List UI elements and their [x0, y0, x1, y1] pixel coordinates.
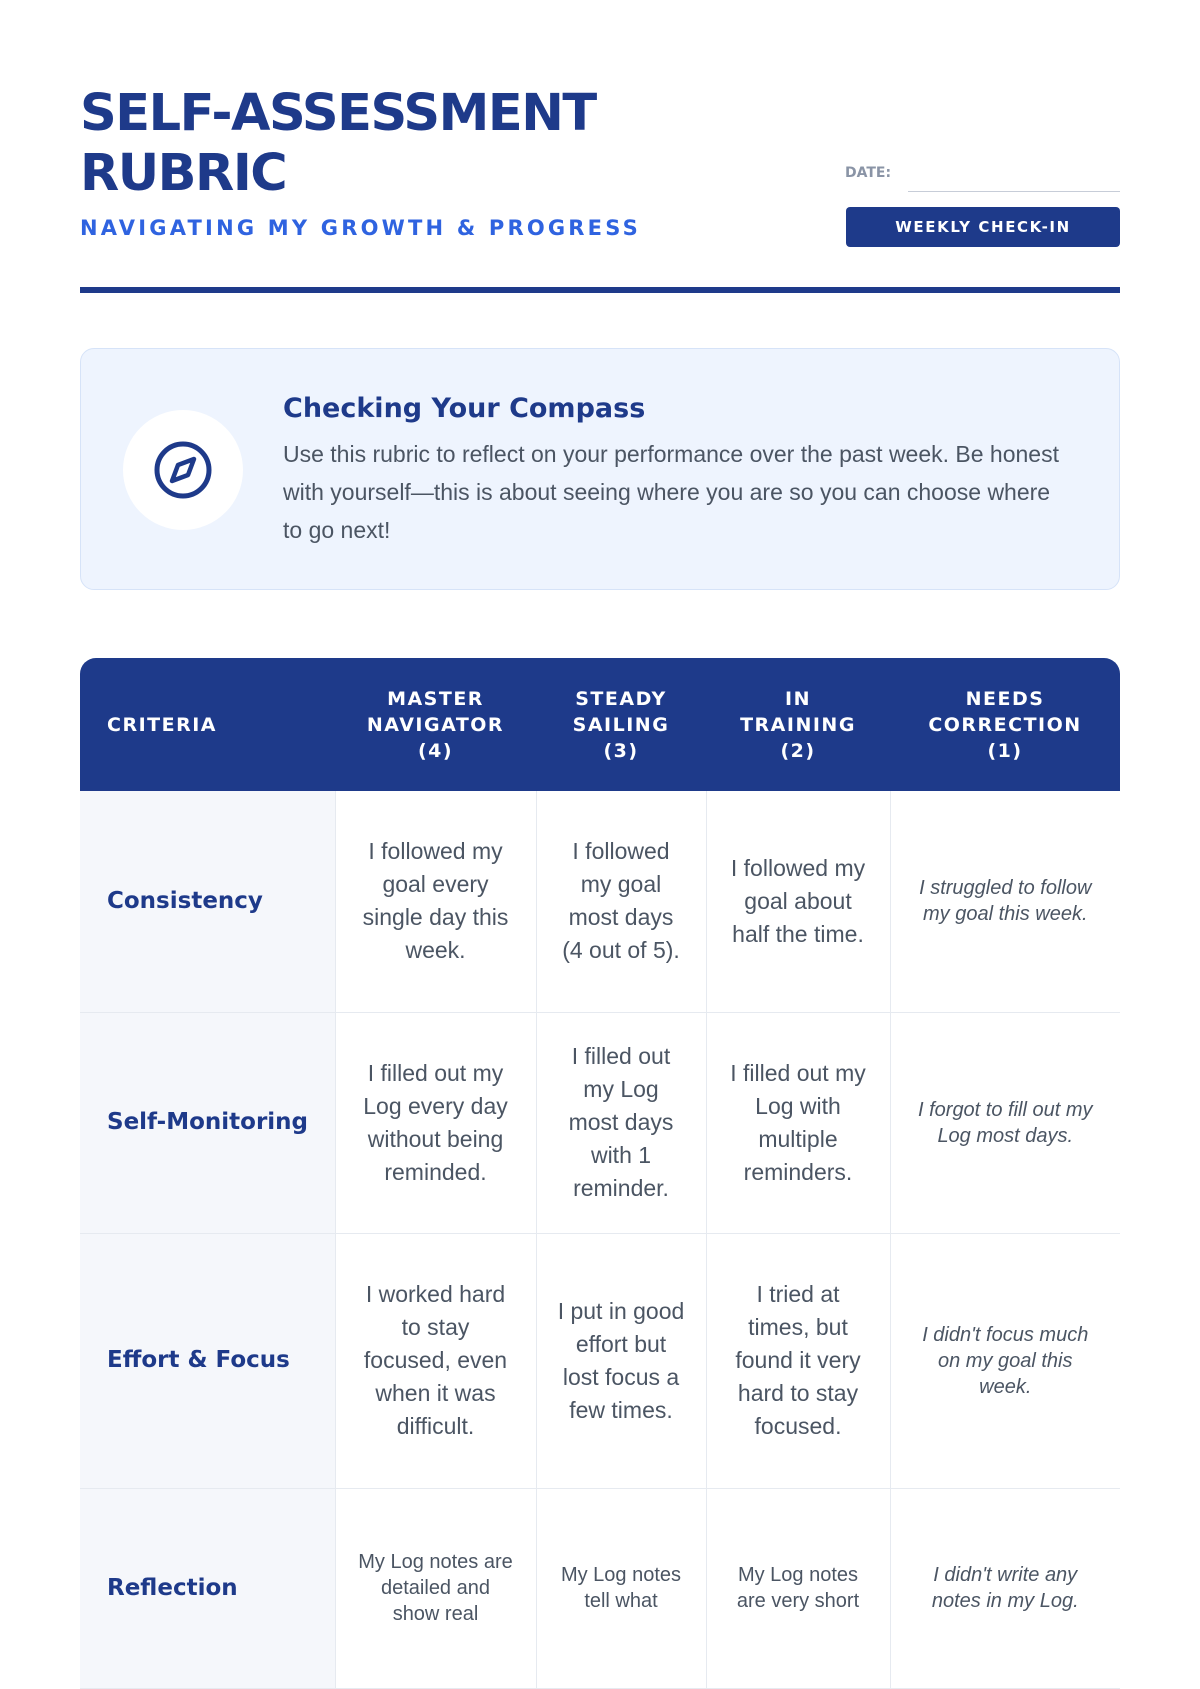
header-needs-correction [890, 658, 1120, 791]
table-row-self-monitoring [80, 1012, 1120, 1233]
header-label: IN [785, 687, 811, 710]
date-field[interactable] [908, 191, 1120, 192]
header-label: SAILING [572, 713, 670, 736]
header-label: STEADY [575, 687, 667, 710]
table-row-effort-focus [80, 1233, 1120, 1488]
rubric-cell-score-1: I struggled to follow my goal this week. [890, 791, 1120, 1012]
header-score: (4) [417, 739, 454, 762]
table-header-row [80, 658, 1120, 791]
rubric-cell-score-2: I followed my goal about half the time. [706, 791, 890, 1012]
weekly-check-in-badge: WEEKLY CHECK-IN [846, 207, 1120, 247]
compass-icon [152, 439, 214, 501]
rubric-cell-score-1: I didn't write any notes in my Log. [890, 1488, 1120, 1688]
rubric-cell-score-4: My Log notes are detailed and show real [335, 1488, 536, 1688]
rubric-page [80, 0, 1120, 1625]
rubric-cell-score-1: I forgot to fill out my Log most days. [890, 1012, 1120, 1233]
title-line-1: SELF-ASSESSMENT [80, 84, 596, 143]
table-row-reflection [80, 1488, 1120, 1688]
page-title [80, 84, 720, 204]
header-label: CORRECTION [928, 713, 1082, 736]
header-criteria: CRITERIA [80, 658, 335, 791]
rubric-cell-score-4: I followed my goal every single day this week. [335, 791, 536, 1012]
rubric-cell-score-2: I tried at times, but found it very hard to stay focused. [706, 1233, 890, 1488]
intro-callout [80, 348, 1120, 590]
intro-title: Checking Your Compass [283, 393, 646, 424]
header-master-navigator [335, 658, 536, 791]
criterion-label: Self-Monitoring [80, 1012, 335, 1233]
header-divider [80, 287, 1120, 293]
rubric-cell-score-3: I put in good effort but lost focus a few times. [536, 1233, 706, 1488]
header-label: TRAINING [740, 713, 856, 736]
date-label: DATE: [845, 165, 892, 181]
header-label: NAVIGATOR [366, 713, 505, 736]
rubric-cell-score-3: I filled out my Log most days with 1 reminder. [536, 1012, 706, 1233]
rubric-cell-score-2: I filled out my Log with multiple reminders. [706, 1012, 890, 1233]
header-score: (1) [987, 739, 1023, 762]
rubric-cell-score-4: I worked hard to stay focused, even when it was difficult. [335, 1233, 536, 1488]
table-row-consistency [80, 791, 1120, 1012]
page-subtitle: NAVIGATING MY GROWTH & PROGRESS [80, 216, 641, 240]
header-label: MASTER [387, 687, 484, 710]
title-line-2: RUBRIC [80, 144, 287, 203]
compass-icon-container [123, 410, 243, 530]
criterion-label: Reflection [80, 1488, 335, 1688]
rubric-cell-score-3: My Log notes tell what [536, 1488, 706, 1688]
header-score: (3) [603, 739, 639, 762]
rubric-cell-score-4: I filled out my Log every day without being reminded. [335, 1012, 536, 1233]
rubric-cell-score-3: I followed my goal most days (4 out of 5). [536, 791, 706, 1012]
criterion-label: Effort & Focus [80, 1233, 335, 1488]
rubric-cell-score-1: I didn't focus much on my goal this week. [890, 1233, 1120, 1488]
intro-text: Use this rubric to reflect on your performance over the past week. Be honest with yourself—this is about seeing where you are so you can choose where to go next! [283, 441, 1059, 543]
criterion-label: Consistency [80, 791, 335, 1012]
header-label: NEEDS [965, 687, 1045, 710]
rubric-cell-score-2: My Log notes are very short [706, 1488, 890, 1688]
rubric-table [80, 658, 1120, 1689]
header-score: (2) [780, 739, 816, 762]
header-steady-sailing [536, 658, 706, 791]
header-in-training [706, 658, 890, 791]
